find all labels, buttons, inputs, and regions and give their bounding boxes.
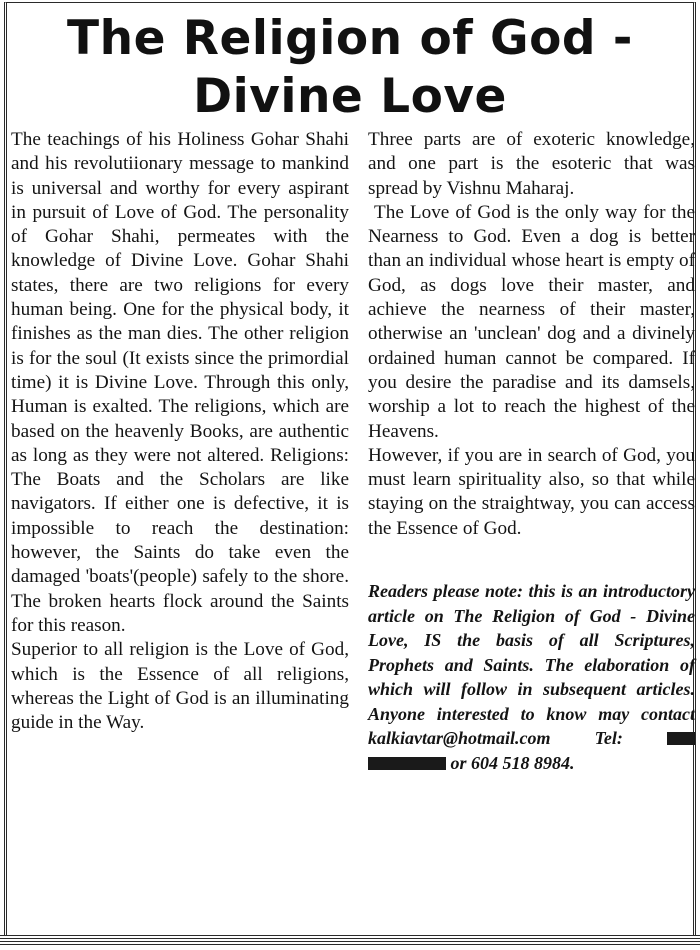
bottom-rule-divider [0, 935, 700, 947]
right-column [368, 128, 695, 775]
readers-note-text: Readers please note: this is an introductory article on The Religion of God - Divine Love, IS the basis of all Scriptures, Prophets and Saints. The elaboration of which will follow in subsequent articles. Anyone interested to know may contact kalkiavtar@hotmail.com Tel: [368, 581, 695, 749]
paragraph-superior-love: Superior to all religion is the Love of God, which is the Essence of all religions, whereas the Light of God is an illuminating guide in the Way. [11, 639, 349, 734]
paragraph-exoteric: Three parts are of exoteric knowledge, and one part is the esoteric that was spread by Vishnu Maharaj. [368, 129, 695, 199]
paragraph-spirituality: However, if you are in search of God, you must learn spirituality also, so that while staying on the straightway, you can access the Essence of God. [368, 444, 695, 539]
left-column [11, 128, 349, 735]
article-title: The Religion of God - Divine Love [67, 11, 633, 124]
paragraph-love-of-god: The Love of God is the only way for the Nearness to God. Even a dog is better than an individual whose heart is empty of God, as dogs love their master, and achieve the nearness of their master, otherwise an 'unclean' dog and a divinely ordained human cannot be compared. If you desire the paradise and its damsels, worship a lot to reach the highest of the Heavens. [368, 201, 695, 442]
redacted-phone-part-2 [368, 757, 446, 770]
readers-note [368, 579, 695, 775]
redacted-phone-part-1 [667, 732, 695, 745]
readers-note-phone: or 604 518 8984. [450, 752, 575, 773]
paragraph-teachings: The teachings of his Holiness Gohar Shahi and his revolutiionary message to mankind is universal and worthy for every aspirant in pursuit of Love of God. The personality of Gohar Shahi, permeates with the knowledge of Divine Love. Gohar Shahi states, there are two religions for every human being. One for the physical body, it finishes as the man dies. The other religion is for the soul (It exists since the primordial time) it is Divine Love. Through this only, Human is exalted. The religions, which are based on the heavenly Books, are authentic as long as they were not altered. Religions: The Boats and the Scholars are like navigators. If either one is defective, it is impossible to reach the destination: however, the Saints do take even the damaged 'boats'(people) safely to the shore. The broken hearts flock around the Saints for this reason. [11, 129, 349, 636]
